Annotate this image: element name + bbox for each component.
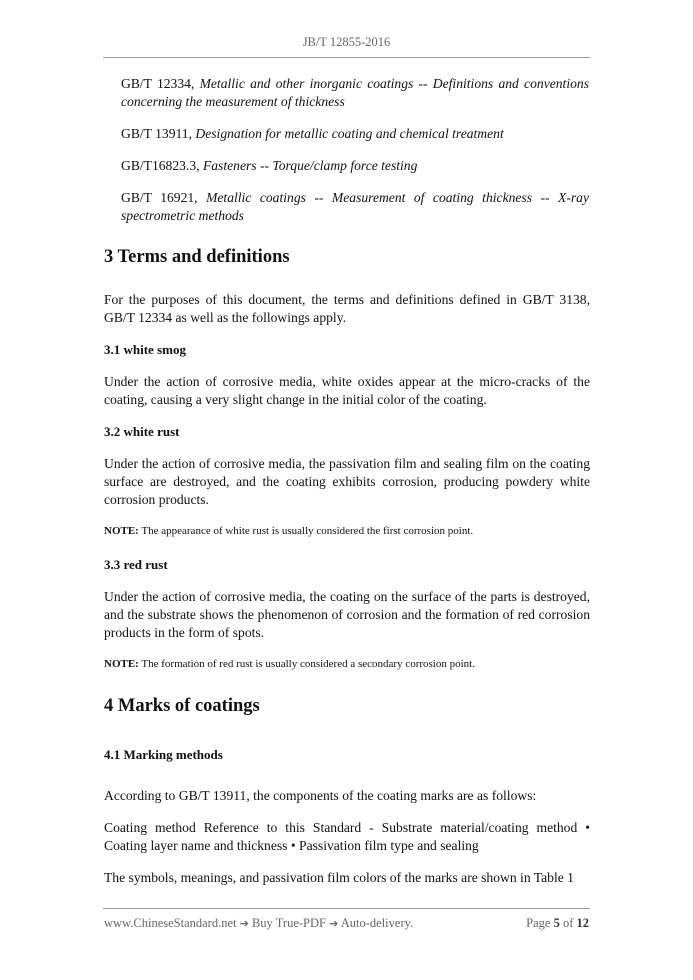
reference-code: GB/T16823.3, [121, 158, 203, 173]
reference-title: Metallic and other inorganic coatings -- Definitions and conventions concerning the measurement of thickness [121, 76, 589, 110]
footer-links [104, 916, 413, 931]
reference-gbt-16921 [121, 189, 589, 225]
reference-gbt-12334 [121, 75, 589, 111]
reference-gbt-16823 [121, 157, 589, 175]
term-3-2-heading: 3.2 white rust [104, 424, 180, 439]
buy-pdf-link[interactable]: Buy True-PDF [248, 916, 330, 930]
header-divider [103, 57, 590, 58]
site-link[interactable]: www.ChineseStandard.net [104, 916, 237, 930]
section-4-1-paragraph-3: The symbols, meanings, and passivation film colors of the marks are shown in Table 1 [104, 870, 574, 885]
section-4-1-heading: 4.1 Marking methods [104, 747, 223, 762]
note-label: NOTE: [104, 525, 139, 537]
section-4-heading: 4 Marks of coatings [104, 696, 260, 716]
section-4-1-paragraph-1: According to GB/T 13911, the components of the coating marks are as follows: [104, 788, 537, 803]
reference-title: Metallic coatings -- Measurement of coating thickness -- X-ray spectrometric methods [121, 190, 589, 224]
total-pages: 12 [576, 916, 589, 930]
term-3-1-definition: Under the action of corrosive media, white oxides appear at the micro-cracks of the coating, causing a very slight change in the initial color of the coating. [104, 374, 590, 408]
current-page: 5 [553, 916, 560, 930]
term-3-3-note [104, 657, 590, 672]
reference-code: GB/T 16921, [121, 190, 207, 205]
term-3-2-note [104, 524, 590, 539]
of-label: of [562, 916, 574, 930]
section-3-heading: 3 Terms and definitions [104, 247, 290, 267]
section-4-1-paragraph-2: Coating method Reference to this Standard - Substrate material/coating method • Coating layer name and thickness • Passivation film type and sealing [104, 820, 590, 854]
section-3-intro: For the purposes of this document, the terms and definitions defined in GB/T 3138, GB/T 12334 as well as the followings apply. [104, 292, 590, 326]
note-label: NOTE: [104, 658, 139, 670]
arrow-right-icon: ➔ [239, 917, 249, 930]
reference-code: GB/T 12334, [121, 76, 200, 91]
term-3-2-definition: Under the action of corrosive media, the passivation film and sealing film on the coating surface are destroyed, and the coating exhibits corrosion, producing powdery white corrosion products. [104, 456, 590, 508]
reference-gbt-13911 [121, 125, 589, 143]
term-3-3-heading: 3.3 red rust [104, 557, 168, 572]
term-3-3-definition: Under the action of corrosive media, the coating on the surface of the parts is destroyed, and the substrate shows the phenomenon of corrosion and the formation of red corrosion products in the form of spots. [104, 589, 590, 641]
reference-title: Designation for metallic coating and chemical treatment [195, 126, 504, 141]
reference-code: GB/T 13911, [121, 126, 196, 141]
header-document-code: JB/T 12855-2016 [302, 35, 391, 49]
page-number [526, 916, 589, 931]
auto-delivery-text: Auto-delivery. [338, 916, 414, 930]
note-text: The formation of red rust is usually considered a secondary corrosion point. [138, 658, 475, 670]
term-3-1-heading: 3.1 white smog [104, 342, 186, 357]
arrow-right-icon: ➔ [329, 917, 339, 930]
footer-divider [103, 908, 590, 909]
reference-title: Fasteners -- Torque/clamp force testing [202, 158, 418, 173]
page-label: Page [526, 916, 551, 930]
note-text: The appearance of white rust is usually considered the first corrosion point. [138, 525, 474, 537]
